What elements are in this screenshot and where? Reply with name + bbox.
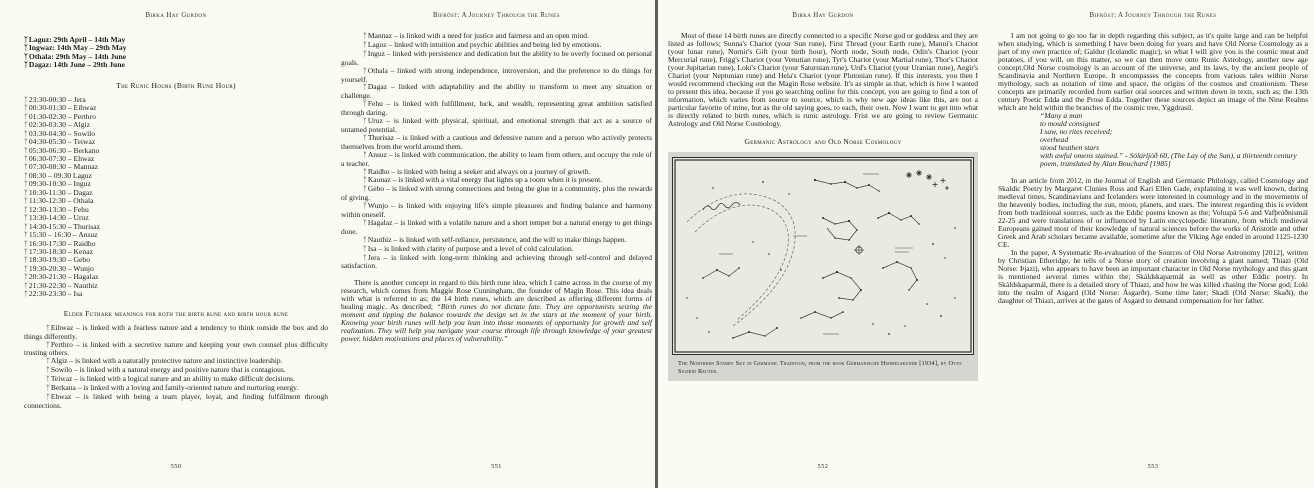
list-item: ᛉJera – is linked with long-term thinking and achieving through self-control and delayed satisfaction.	[341, 252, 652, 271]
meanings-list-p1	[24, 324, 328, 410]
list-item: ᛉUruz – is linked with physical, spiritual, and emotional strength that act as a source of untamed potential.	[341, 116, 652, 134]
rune-bullet-icon: ᛉ	[363, 133, 367, 143]
list-item: ᛉPerthro – is linked with a secretive nature and keeping your own counsel plus difficulty trusting others.	[24, 339, 328, 358]
list-item: ᛉ23:30-00:30 – Jera	[24, 94, 86, 105]
list-item: ᛉLaguz – linked with intuition and psychic abilities and being led by emotions.	[341, 41, 652, 50]
rune-bullet-icon: ᛉ	[46, 340, 50, 349]
list-item: ᛉ17:30-18:30 – Kenaz	[24, 246, 93, 257]
list-item: ᛉ07:30-08:30 – Mannaz	[24, 162, 99, 172]
rune-bullet-icon: ᛉ	[46, 392, 50, 402]
list-item: ᛉOthala – linked with strong independence, introversion, and the preference to do things for yourself.	[341, 65, 652, 84]
list-item: ᛉBerkana – is linked with a loving and family-oriented nature and nurturing energy.	[24, 384, 328, 393]
page-552	[668, 8, 978, 480]
list-item: ᛉ08:30 – 09:30 Laguz	[24, 170, 92, 181]
page-553	[998, 8, 1308, 480]
rune-bullet-icon: ᛉ	[363, 40, 367, 50]
list-item: ᛉ06:30-07:30 – Ehwaz	[24, 153, 95, 164]
list-item: ᛉ22:30-23:30 – Isa	[24, 289, 83, 299]
rune-bullet-icon: ᛉ	[363, 235, 367, 245]
page-550	[24, 8, 328, 480]
rune-bullet-icon: ᛉ	[24, 281, 28, 291]
list-item: ᛉ12:30-13:30 – Fehu	[24, 204, 89, 215]
rune-bullet-icon: ᛉ	[24, 137, 28, 147]
list-item: ᛉ05:30-06:30 – Berkano	[24, 145, 100, 155]
list-item: ᛉWunjo – is linked with enjoying life's simple pleasures and finding balance and harmony within oneself.	[341, 201, 652, 220]
figure-caption: The Northern Starry Sky in Germanic Tradition, from the book Germanische Himmelskunde [1934], by Otto Sigfrid Reuter.	[678, 360, 962, 375]
list-item: ᛉEhwaz – is linked with being a team player, loyal, and finding fulfillment through connections.	[24, 391, 328, 410]
meanings-heading: Elder Futhark meanings for both the birth rune and birth hour rune	[63, 308, 289, 318]
list-item: ᛉLaguz: 29th April – 14th May	[24, 35, 126, 45]
rune-bullet-icon: ᛉ	[24, 171, 28, 181]
rune-bullet-icon: ᛉ	[46, 356, 50, 366]
rune-bullet-icon: ᛉ	[46, 365, 50, 375]
list-item: ᛉ18:30-19:30 – Gebo	[24, 255, 91, 265]
list-item: ᛉInguz – linked with persistence and dedication but the ability to be overly focused on personal goals.	[341, 48, 652, 67]
rune-bullet-icon: ᛉ	[24, 60, 28, 70]
rune-bullet-icon: ᛉ	[363, 201, 367, 211]
rune-bullet-icon: ᛉ	[24, 129, 28, 139]
star-map-figure	[668, 152, 978, 381]
rune-bullet-icon: ᛉ	[363, 244, 367, 253]
spread-divider	[655, 0, 658, 488]
rune-bullet-icon: ᛉ	[24, 120, 28, 130]
list-item: overhead	[1040, 135, 1069, 144]
list-item: ᛉ21:30-22:30 – Nauthiz	[24, 280, 98, 291]
list-item: ᛉMannaz – is linked with a need for justice and fairness and an open mind.	[341, 32, 652, 41]
list-item: ᛉIsa – is linked with clarity of purpose and a level of cold calculation.	[341, 245, 652, 254]
rune-bullet-icon: ᛉ	[363, 175, 367, 185]
rune-bullet-icon: ᛉ	[363, 167, 367, 176]
list-item: I saw, no rites received;	[1040, 127, 1113, 136]
rune-bullet-icon: ᛉ	[363, 150, 367, 159]
rune-bullet-icon: ᛉ	[24, 103, 28, 113]
rune-bullet-icon: ᛉ	[46, 323, 50, 332]
rune-bullet-icon: ᛉ	[24, 213, 28, 223]
rune-bullet-icon: ᛉ	[363, 184, 367, 194]
list-item: ᛉRaidho – is linked with being a seeker and always on a journey of growth.	[341, 168, 652, 177]
list-item: ᛉIngwaz: 14th May – 29th May	[24, 43, 127, 53]
rune-bullet-icon: ᛉ	[363, 116, 367, 126]
cosmology-paragraph: I am not going to go too far in depth regarding this subject, as it's quite large and can be helpful when studying, which is something I have been doing for years and have Old Norse Cosmology as a part of my own practice of; Galdur (Icelandic magic), so what I will give you is the cosmic meat and potatoes, if you will, on this matter, so we can then move onto Runic Astrology, another new age concept.Old Norse cosmology is an account of the universe, and its laws, by the ancient people of Scandinavia and Northern Europe. It encompasses the concepts from various tales within Norse mythology, such as notation of time and space, the origins of the cosmos and creationism. These concepts are primarily recorded from earlier oral sources and written down in texts, such as; the 13th century Poetic Edda and the Prose Edda. Together these sources depict an image of the Nine Realms which are held within the branches of the cosmic tree, Yggdrasil.	[998, 31, 1308, 112]
solarljod-poem	[1040, 112, 1308, 168]
etheridge-paragraph: In the paper, A Systematic Re-evaluation of the Sources of Old Norse Astronomy [2012], written by Christian Etheridge, he tells of a Norse story of creation involving a giant named; Thiazi (Old Norse: Þjazi), who appears to have been an important character in Old Norse mythology and this giant is mentioned several times within the; Skáldskaparmál as well as other Eddic poetry. In Skáldskaparmál, there is a detailed story of Thiazi, and how he was killed chasing the Norse god; Loki into the realm of Asgard (Old Norse: Ásgarðr). Some time later; Skadi (Old Norse: Skaði), the daughter of Thiazi, arrives at the gates of Asgard to demand compensation for her father.	[998, 248, 1308, 305]
list-item: ᛉKaunaz – is linked with a vital energy that lights up a room when it is present.	[341, 176, 652, 185]
page-number: 553	[1147, 463, 1159, 470]
rune-bullet-icon: ᛉ	[363, 66, 367, 75]
list-item: ᛉ16:30-17:30 – Raidho	[24, 238, 96, 248]
running-head-author: Birka Hay Gurdon	[145, 12, 207, 19]
page-number: 550	[170, 463, 182, 470]
rune-bullet-icon: ᛉ	[363, 253, 367, 262]
list-item: ᛉThurisaz – is linked with a cautious and defensive nature and a person who actively protects themselves from the world around them.	[341, 132, 652, 151]
rune-date-list	[24, 36, 328, 70]
rune-bullet-icon: ᛉ	[363, 49, 367, 59]
list-item: ᛉNauthiz – is linked with self-reliance, persistence, and the will to make things happen.	[341, 236, 652, 245]
rune-bullet-icon: ᛉ	[24, 230, 28, 240]
list-item: stood heathen stars	[1040, 143, 1100, 152]
germanic-astrology-heading: Germanic Astrology and Old Norse Cosmology	[744, 137, 902, 146]
list-item: ᛉGebo – is linked with strong connections and being the glue in a community, plus the rewards of giving.	[341, 184, 652, 203]
list-item: “Many a man	[1040, 111, 1083, 120]
rune-bullet-icon: ᛉ	[24, 35, 28, 45]
rune-bullet-icon: ᛉ	[24, 289, 28, 299]
star-map-image	[672, 157, 974, 355]
rune-bullet-icon: ᛉ	[24, 179, 28, 189]
rune-bullet-icon: ᛉ	[24, 52, 28, 62]
rune-bullet-icon: ᛉ	[24, 44, 28, 53]
list-item: ᛉAnsuz – is linked with communication, the ability to learn from others, and occupy the role of a teacher.	[341, 149, 652, 168]
list-item: ᛉEihwaz – is linked with a fearless nature and a tendency to think outside the box and do things differently.	[24, 322, 328, 341]
rune-bullet-icon: ᛉ	[24, 272, 28, 282]
paragraph-intro: There is another concept in regard to this birth rune idea, which I came across in the course of my research, which comes from Maggie Rose Cunningham, the founder of Magin Rose. This idea deals with what is referred to as; the 14 birth runes, which are described as offering different forms of healing magic. As described;	[341, 278, 652, 312]
list-item: to mould consigned	[1040, 119, 1100, 128]
rune-bullet-icon: ᛉ	[46, 374, 50, 384]
rune-bullet-icon: ᛉ	[363, 99, 367, 109]
rune-bullet-icon: ᛉ	[363, 82, 367, 92]
list-item: ᛉ02:30-03:30 – Algiz	[24, 120, 91, 130]
meanings-list-p2	[341, 32, 652, 270]
list-item: ᛉ03:30-04:30 – Sowilo	[24, 128, 96, 139]
rune-bullet-icon: ᛉ	[24, 196, 28, 206]
list-item: ᛉ14:30-15:30 – Thurisaz	[24, 221, 100, 231]
rune-bullet-icon: ᛉ	[24, 154, 28, 164]
journal-paragraph: In an article from 2012, in the Journal of English and Germanic Philology, called Cosmology and Skaldic Poetry by Margaret Clunies Ross and Kari Ellen Gade, explaining it was well known, during medieval times, Scandinavians and Icelanders were interested in cosmology and in the movements of the heavenly bodies, including the sun, moon, planets, and stars. The interest regarding this is evident from both traditional sources, such as the Eddic poems known as the; Voluspá 5-6 and Vafþrúðnismál 22-25 and were translations of or influenced by Latin encyclopedic literature, from which medieval Europeans gained most of their knowledge of natural sciences before the works of Aristotle and other Greek and Arab scholars became available, sometime after the Viking Age ended in around 1125-1230 CE.	[998, 176, 1308, 249]
list-item: ᛉDagaz – linked with adaptability and the ability to transform to meet any situation or challenge.	[341, 82, 652, 101]
page-number: 551	[491, 463, 502, 470]
list-item: ᛉ00:30-01:30 – Eihwaz	[24, 103, 97, 113]
list-item: ᛉ09:30-10:30 – Inguz	[24, 179, 91, 189]
rune-bullet-icon: ᛉ	[46, 383, 50, 393]
list-item: ᛉ11:30-12:30 – Othala	[24, 196, 94, 206]
list-item: with awful omens stained.” - Sólarljóð 60, (The Lay of the Sun), a thirteenth century poem, translated by Alan Bouchard [1985]	[1040, 151, 1297, 168]
birth-runes-quote: “Birth runes do not dictate fate. They are opportunists seizing the moment and tipping the balance towards the design set in the stars at the moment of your birth. Knowing your birth runes will help you lean into those moments of opportunity for growth and self realization. They will help you navigate your course through life through knowledge of your greatest power, hidden motivations and places of vulnerability.”	[341, 302, 652, 344]
list-item: ᛉSowilo – is linked with a natural energy and positive nature that is contagious.	[24, 366, 328, 375]
rune-bullet-icon: ᛉ	[363, 218, 367, 228]
rune-bullet-icon: ᛉ	[24, 264, 28, 274]
list-item: ᛉ04:30-05:30 – Teiwaz	[24, 137, 96, 147]
list-item: ᛉ15:30 – 16:30 – Ansuz	[24, 230, 98, 240]
rune-bullet-icon: ᛉ	[363, 31, 367, 41]
page-551	[341, 8, 652, 480]
running-head-title: Bifröst: A Journey Through the Runes	[433, 12, 560, 19]
rune-bullet-icon: ᛉ	[24, 112, 28, 122]
rune-bullet-icon: ᛉ	[24, 205, 28, 215]
list-item: ᛉ13:30-14:30 – Uruz	[24, 213, 89, 223]
list-item: ᛉFehu – is linked with fulfillment, luck, and wealth, representing great ambition satisfied through daring.	[341, 99, 652, 118]
list-item: ᛉ01:30-02:30 – Perthro	[24, 111, 96, 122]
birth-rune-concept-paragraph	[341, 279, 652, 343]
list-item: ᛉTeiwaz – is linked with a logical nature and an ability to make difficult decisions.	[24, 375, 328, 384]
list-item: ᛉDagaz: 14th June – 29th June	[24, 60, 125, 70]
birth-runes-gods-paragraph: Most of these 14 birth runes are directly connected to a specific Norse god or goddess and they are listed as follows; Sunna's Chariot (your Sun rune), First Thread (your Earth rune), Manni's Chariot (your lunar rune), Nornir's Gift (your birth hour), North node, South node, Odin's Chariot (your Mercurial rune), Frigg's Chariot (your Venutian rune), Tyr's Chariot (your Martial rune), Thor's Chariot (your Jupitarian rune), Loki's Chariot (your Saturnian rune), Urd's Chariot (your Uranian rune), Aegir's Chariot (your Neptunian rune) and Hela's Chariot (your Plutonian rune). If this interests, you then I would recommend checking out the Magin Rose website. It's as simple as that, which is how I wanted to present this idea, because if you go searching online for this concept, you are going to find a ton of information, which varies from source to source, which is why new age ideas like this, are not a particular favorite of mine, but as the old saying goes, to each, their own. Now I want to get into what is directly related to birth runes, which is runic astrology. Frist we are going to review Germanic Astrology and Old Norse Cosmology.	[668, 31, 978, 128]
list-item: ᛉ19:30-20:30 – Wunjo	[24, 263, 94, 274]
running-head-title: Bifröst: A Journey Through the Runes	[1089, 12, 1217, 19]
list-item: ᛉOthala: 29th May – 14th June	[24, 51, 127, 62]
rune-bullet-icon: ᛉ	[24, 222, 28, 231]
rune-bullet-icon: ᛉ	[24, 95, 28, 105]
running-head-author: Birka Hay Gurdon	[792, 12, 854, 19]
rune-bullet-icon: ᛉ	[24, 163, 28, 172]
page-number: 552	[817, 463, 829, 470]
rune-bullet-icon: ᛉ	[24, 146, 28, 155]
rune-bullet-icon: ᛉ	[24, 239, 28, 248]
list-item: ᛉHagalaz – is linked with a volatile nature and a short temper but a natural energy to get things done.	[341, 217, 652, 236]
runic-hours-heading: The Runic Hours (Birth Rune Hour)	[116, 80, 236, 90]
list-item: ᛉAlgiz – is linked with a naturally protective nature and instinctive leadership.	[24, 357, 328, 366]
runic-hours-list	[24, 96, 328, 299]
list-item: ᛉ20:30-21:30 – Hagalaz	[24, 272, 99, 282]
list-item: ᛉ10:30-11:30 – Dagaz	[24, 187, 93, 198]
rune-bullet-icon: ᛉ	[24, 188, 28, 198]
rune-bullet-icon: ᛉ	[24, 255, 28, 265]
rune-bullet-icon: ᛉ	[24, 247, 28, 257]
